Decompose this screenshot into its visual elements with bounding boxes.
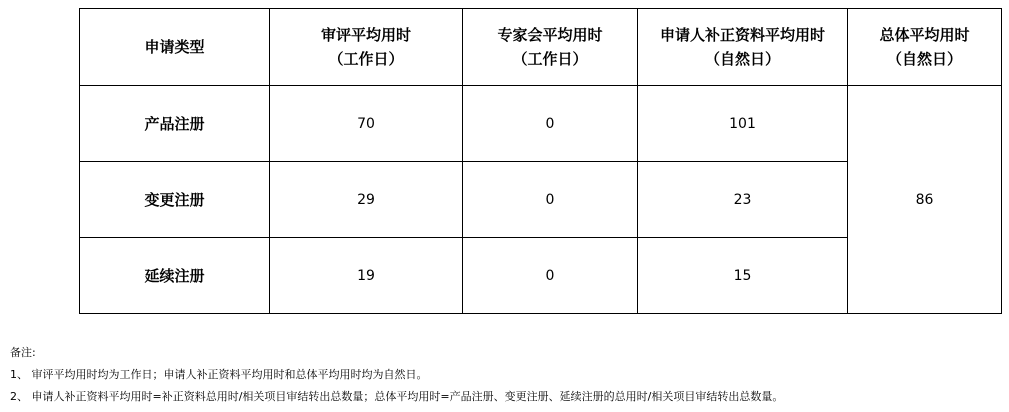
supplement-time-cell: 23	[638, 162, 848, 238]
table-header-row	[80, 9, 1002, 86]
review-time-cell: 29	[270, 162, 463, 238]
supplement-time-cell: 15	[638, 238, 848, 314]
review-time-cell: 70	[270, 86, 463, 162]
header-line: 审评平均用时	[320, 26, 411, 44]
row-type-cell: 变更注册	[80, 162, 270, 238]
header-line: 申请人补正资料平均用时	[659, 26, 825, 44]
notes-section	[10, 342, 1005, 408]
header-review-time	[270, 9, 463, 86]
header-line: 专家会平均用时	[497, 26, 603, 44]
expert-time-cell: 0	[463, 238, 638, 314]
header-line: （工作日）	[512, 50, 588, 68]
note-item: 1、 审评平均用时均为工作日；申请人补正资料平均用时和总体平均用时均为自然日。	[10, 368, 428, 381]
header-line: 总体平均用时	[879, 26, 970, 44]
header-line: （自然日）	[704, 50, 780, 68]
header-application-type	[80, 9, 270, 86]
header-line: （工作日）	[328, 50, 404, 68]
supplement-time-cell: 101	[638, 86, 848, 162]
notes-title: 备注:	[10, 346, 36, 359]
row-type-cell: 延续注册	[80, 238, 270, 314]
review-time-cell: 19	[270, 238, 463, 314]
expert-time-cell: 0	[463, 162, 638, 238]
expert-time-cell: 0	[463, 86, 638, 162]
row-type-cell: 产品注册	[80, 86, 270, 162]
header-line: 申请类型	[144, 38, 205, 56]
average-time-table	[79, 8, 1002, 314]
overall-time-cell: 86	[848, 86, 1002, 314]
note-item: 2、 申请人补正资料平均用时=补正资料总用时/相关项目审结转出总数量；总体平均用时=产品注册、变更注册、延续注册的总用时/相关项目审结转出总数量。	[10, 390, 784, 403]
table-row	[80, 86, 1002, 162]
header-line: （自然日）	[886, 50, 962, 68]
header-supplement-time	[638, 9, 848, 86]
header-overall-time	[848, 9, 1002, 86]
header-expert-meeting-time	[463, 9, 638, 86]
